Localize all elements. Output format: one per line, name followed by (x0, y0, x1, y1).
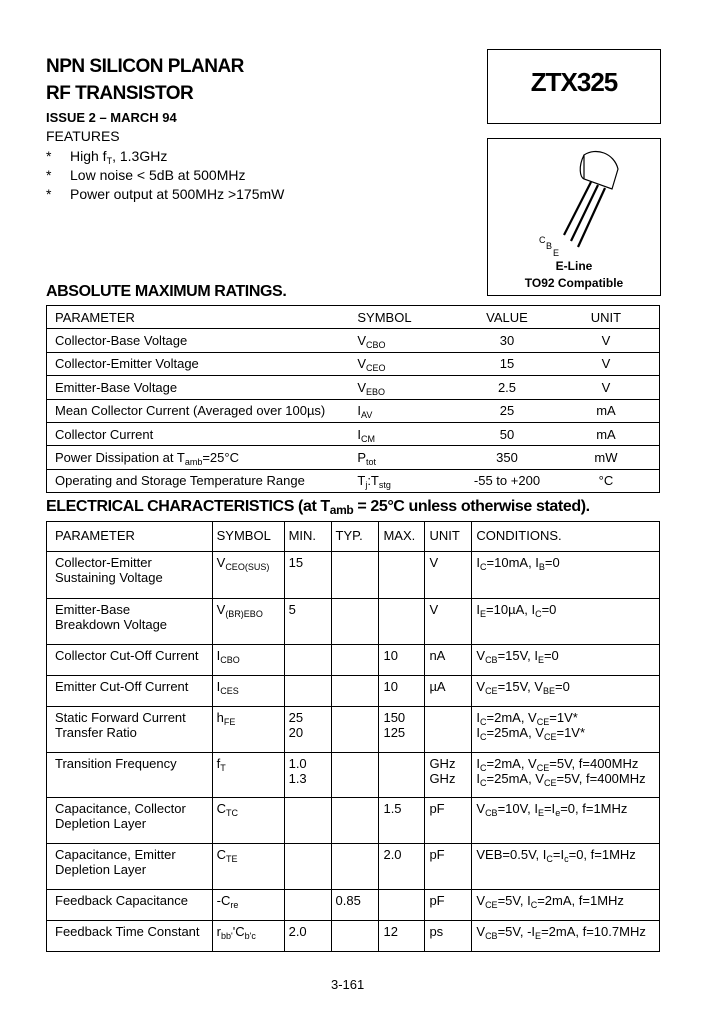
condition-text: $V_{CB}=5V$, $-I_E=2mA$, f=10.7MHz (476, 924, 646, 941)
feature-item: * Power output at 500MHz >175mW (46, 186, 285, 202)
table-row: Collector-Emitter Sustaining Voltage $V_{CEO(SUS)}$ 15 V $I_C=10mA$, $I_B=0$ (47, 552, 660, 599)
ec-table (46, 521, 660, 952)
condition-text: $I_C=2mA$, $V_{CE}=1V*$ (476, 710, 578, 727)
amr-table (46, 305, 660, 493)
package-box (487, 138, 661, 296)
amr-title: ABSOLUTE MAXIMUM RATINGS. (46, 283, 287, 300)
condition-text: $I_C=25mA$, $V_{CE}=5V$, f=400MHz (476, 770, 646, 788)
table-row: Collector Current $I_{CM}$ 50 mA (47, 422, 660, 445)
table-row: Operating and Storage Temperature Range $T_j:T_{stg}$ -55 to +200 °C (47, 469, 660, 492)
condition-text: $I_C=2mA$, $V_{CE}=5V$, f=400MHz (476, 756, 639, 773)
features-title: FEATURES (46, 128, 120, 144)
features-list (46, 148, 466, 205)
table-row: Emitter-Base Voltage $V_{EBO}$ 2.5 V (47, 376, 660, 399)
part-number: ZTX325 (530, 67, 618, 97)
table-row: Collector-Base Voltage $V_{CBO}$ 30 V (47, 329, 660, 352)
title-line2: RF TRANSISTOR (46, 83, 194, 104)
amr-header-row: PARAMETER SYMBOL VALUE UNIT (55, 309, 622, 325)
package-line-label: E-Line (555, 259, 593, 273)
table-row: Capacitance, Collector Depletion Layer $C_{TC}$ 1.5 pF $V_{CB}=10V$, $I_E=I_e=0$, f=1MHz (47, 798, 660, 844)
table-row: Feedback Time Constant $r_{bb'}'C_{b'c}$ 2.0 12 ps $V_{CB}=5V$, $-I_E=2mA$, f=10.7MHz (47, 921, 660, 952)
table-row: Transition Frequency $f_T$ 1.0 1.3 GHz GHz $I_C=2mA$, $V_{CE}=5V$, f=400MHz $I_C=25mA$, $V_{CE}=5V$, f=400MHz (47, 753, 660, 798)
table-row: Emitter-Base Breakdown Voltage $V_{(BR)EBO}$ 5 V $I_E=10\mu A$, $I_C=0$ (47, 599, 660, 645)
ec-title: ELECTRICAL CHARACTERISTICS (at $T_{amb} = 25^\circ C$ unless otherwise stated). (46, 498, 590, 517)
pin-e-label: E (553, 248, 560, 258)
to92-package-icon (488, 139, 660, 257)
table-row: Emitter Cut-Off Current $I_{CES}$ 10 µA $V_{CE}=15V$, $V_{BE}=0$ (47, 676, 660, 707)
package-compat-label: TO92 Compatible (524, 276, 624, 290)
pin-b-label: B (546, 241, 553, 251)
table-row: Static Forward Current Transfer Ratio $h_{FE}$ 25 20 150 125 $I_C=2mA$, $V_{CE}=1V*$ $I_C=25mA$, $V_{CE}=1V*$ (47, 707, 660, 753)
condition-text: VEB=0.5V, $I_C=I_c=0$, f=1MHz (476, 847, 636, 864)
table-row: Capacitance, Emitter Depletion Layer $C_{TE}$ 2.0 pF VEB=0.5V, $I_C=I_c=0$, f=1MHz (47, 844, 660, 890)
pin-c-label: C (539, 235, 546, 245)
feature-item: * High $f_T$, 1.3GHz (46, 148, 168, 166)
condition-text: $V_{CB}=15V$, $I_E=0$ (476, 648, 559, 665)
feature-item: * Low noise < 5dB at 500MHz (46, 167, 246, 183)
part-number-box (487, 49, 661, 124)
page-number: 3-161 (331, 977, 365, 992)
table-row: Collector Cut-Off Current $I_{CBO}$ 10 nA $V_{CB}=15V$, $I_E=0$ (47, 645, 660, 676)
table-row: Collector-Emitter Voltage $V_{CEO}$ 15 V (47, 352, 660, 375)
condition-text: $V_{CB}=10V$, $I_E=I_e=0$, f=1MHz (476, 801, 628, 818)
ec-header-row: PARAMETER SYMBOL MIN. TYP. MAX. UNIT CONDITIONS. (47, 522, 660, 552)
issue-label: ISSUE 2 – MARCH 94 (46, 110, 177, 125)
table-row: Mean Collector Current (Averaged over 100µs) $I_{AV}$ 25 mA (47, 399, 660, 422)
title-line1: NPN SILICON PLANAR (46, 56, 244, 77)
condition-text: $I_C=10mA$, $I_B=0$ (476, 555, 560, 572)
condition-text: $V_{CE}=15V$, $V_{BE}=0$ (476, 679, 570, 696)
table-row: Feedback Capacitance $-C_{re}$ 0.85 pF $V_{CE}=5V$, $I_C=2mA$, f=1MHz (47, 890, 660, 921)
condition-text: $V_{CE}=5V$, $I_C=2mA$, f=1MHz (476, 893, 624, 910)
table-row: Power Dissipation at $T_{amb}=25^\circ C$ $P_{tot}$ 350 mW (47, 446, 660, 469)
condition-text: $I_E=10\mu A$, $I_C=0$ (476, 602, 557, 619)
condition-text: $I_C=25mA$, $V_{CE}=1V*$ (476, 724, 586, 742)
